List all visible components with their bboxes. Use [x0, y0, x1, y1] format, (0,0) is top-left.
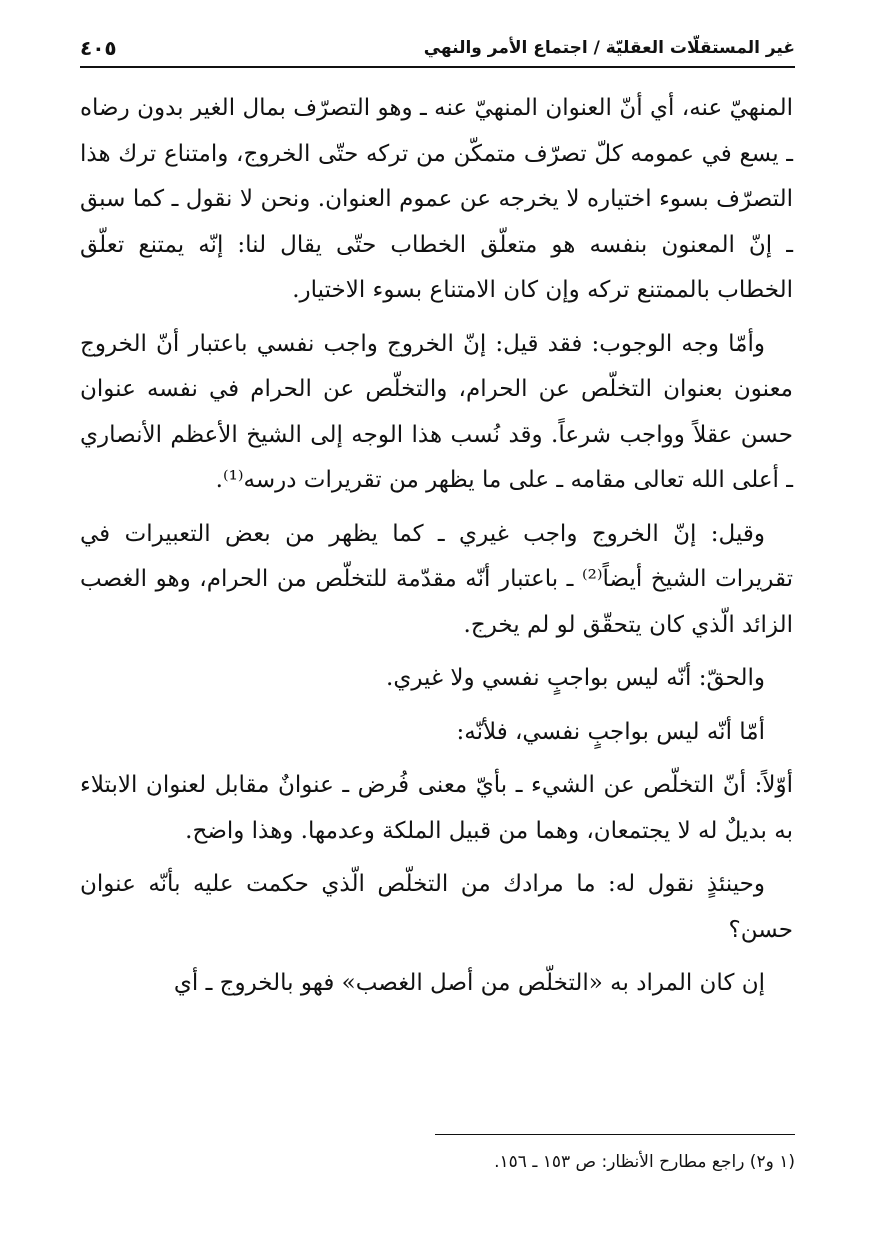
page-header [80, 30, 795, 68]
paragraph: إن كان المراد به «التخلّص من أصل الغصب» فهو بالخروج ـ أي [173, 970, 765, 996]
paragraph: أوّلاً: أنّ التخلّص عن الشيء ـ بأيّ معنى فُرض ـ عنوانٌ مقابل لعنوان الابتلاء به بديلٌ له لا يجتمعان، وهما من قبيل الملكة وعدمها. وهذا واضح. [80, 772, 793, 844]
paragraph: أمّا أنّه ليس بواجبٍ نفسي، فلأنّه: [456, 718, 765, 745]
footnote-divider [435, 1134, 795, 1135]
body-text [80, 86, 793, 1015]
paragraph: المنهيّ عنه، أي أنّ العنوان المنهيّ عنه ـ وهو التصرّف بمال الغير بدون رضاه ـ يسع في عمومه كلّ تصرّف متمكّن من تركه حتّى الخروج، وامتناع ترك هذا التصرّف بسوء اختياره لا يخرجه عن عموم العنوان. ونحن لا نقول ـ كما سبق ـ إنّ المعنون بنفسه هو متعلّق الخطاب حتّى يقال لنا: إنّه يمتنع تعلّق الخطاب بالممتنع تركه وإن كان الامتناع بسوء الاختيار. [80, 95, 794, 303]
paragraph: وأمّا وجه الوجوب: فقد قيل: إنّ الخروج واجب نفسي باعتبار أنّ الخروج معنون بعنوان التخلّص عن الحرام، والتخلّص عن الحرام في نفسه عنوان حسن عقلاً وواجب شرعاً. وقد نُسب هذا الوجه إلى الشيخ الأعظم الأنصاري ـ أعلى الله تعالى مقامه ـ على ما يظهر من تقريرات درسه⁽¹⁾. [80, 330, 793, 493]
running-title: غير المستقلّات العقليّة / اجتماع الأمر والنهي [423, 38, 795, 58]
paragraph: والحقّ: أنّه ليس بواجبٍ نفسي ولا غيري. [386, 665, 765, 691]
paragraph: وحينئذٍ نقول له: ما مرادك من التخلّص الّذي حكمت عليه بأنّه عنوان حسن؟ [80, 871, 793, 943]
paragraph: وقيل: إنّ الخروج واجب غيري ـ كما يظهر من بعض التعبيرات في تقريرات الشيخ أيضاً⁽²⁾ ـ باعتبار أنّه مقدّمة للتخلّص من الحرام، وهو الغصب الزائد الّذي كان يتحقّق لو لم يخرج. [80, 520, 793, 638]
footnote: (١ و٢) راجع مطارح الأنظار: ص ١٥٣ ـ ١٥٦. [494, 1152, 795, 1172]
page-number: ٤٠٥ [80, 36, 117, 60]
